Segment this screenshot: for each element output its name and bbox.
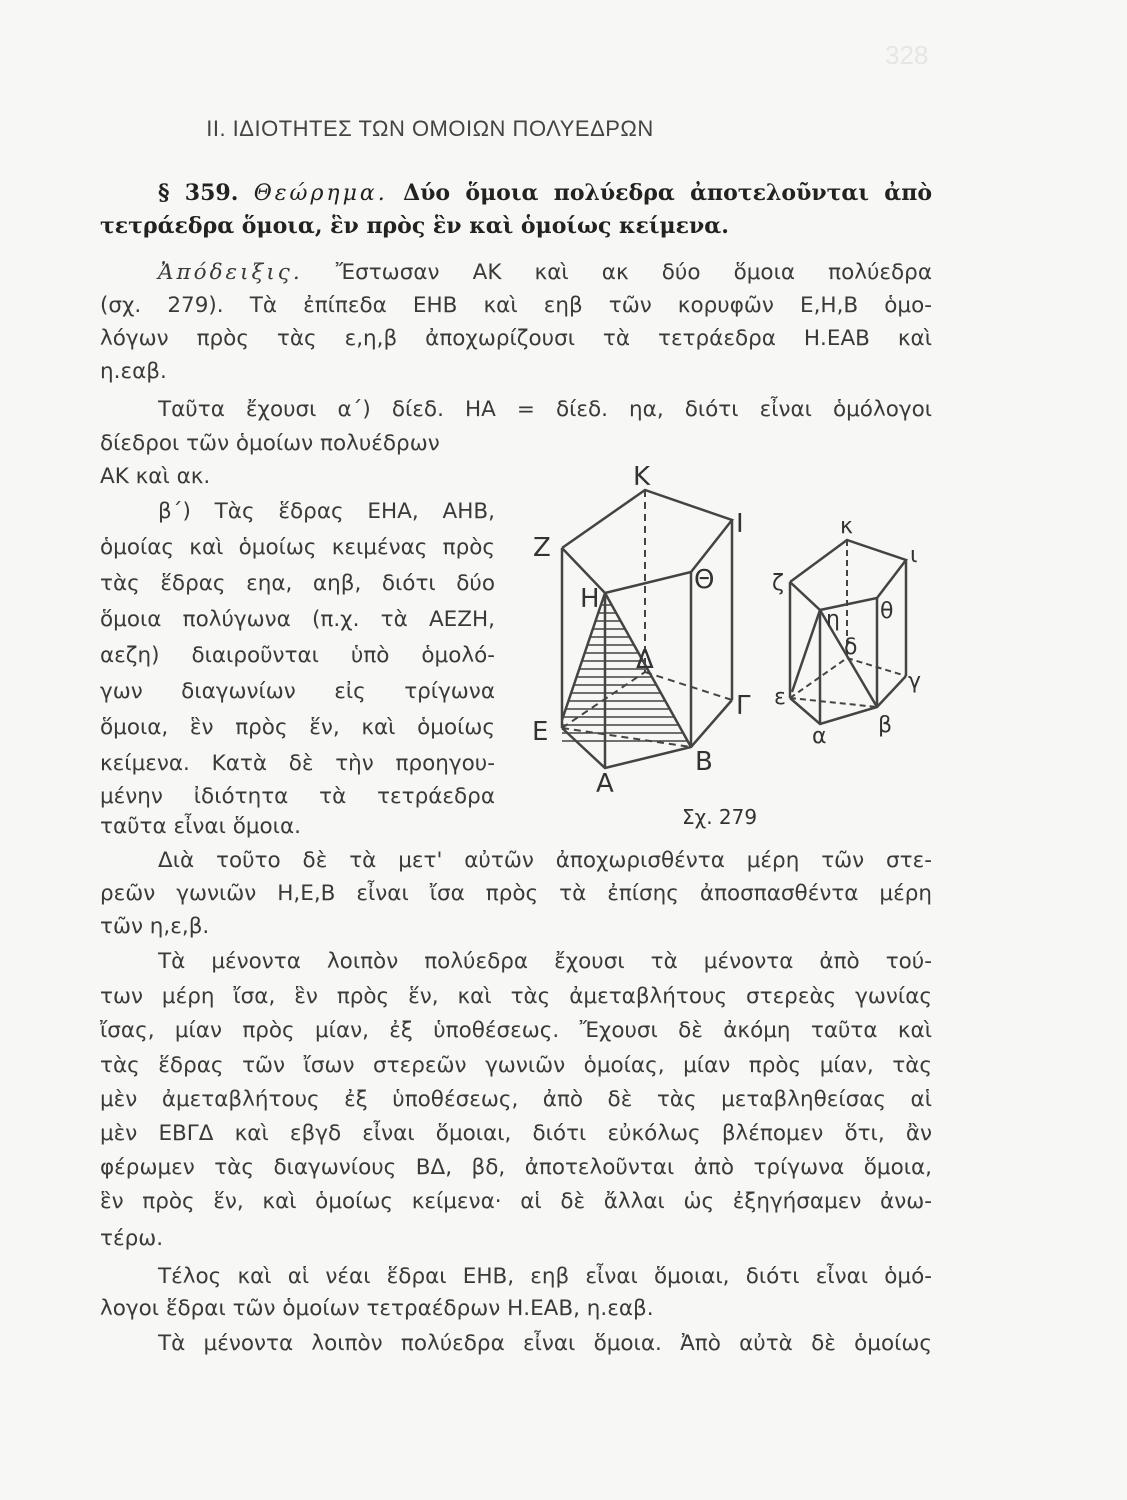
label-epsilon: ε — [774, 685, 786, 710]
text-line: Ταῦτα ἔχουσι α΄) δίεδ. ΗΑ = δίεδ. ηα, διότι εἶναι ὁμόλογοι — [158, 397, 932, 422]
label-Delta: Δ — [636, 645, 654, 675]
text-line: ταῦτα εἶναι ὅμοια. — [100, 814, 301, 839]
text-line: ρεῶν γωνιῶν Η,Ε,Β εἶναι ἴσα πρὸς τὰ ἐπίσης ἀποσπασθέντα μέρη — [100, 881, 932, 906]
proof-line: (σχ. 279). Τὰ ἐπίπεδα ΕΗΒ καὶ εηβ τῶν κορυφῶν Ε,Η,Β ὁμο- — [100, 293, 932, 318]
label-B: Β — [695, 747, 713, 777]
text-line: αεζη) διαιροῦνται ὑπὸ ὁμολό- — [100, 643, 495, 668]
theorem-line: τετράεδρα ὅμοια, ἓν πρὸς ἓν καὶ ὁμοίως κείμενα. — [100, 213, 729, 239]
text-line: τὰς ἕδρας τῶν ἴσων στερεῶν γωνιῶν ὁμοίας, μίαν πρὸς μίαν, τὰς — [100, 1053, 932, 1078]
text-line: των μέρη ἴσα, ἓν πρὸς ἕν, καὶ τὰς ἀμεταβλήτους στερεὰς γωνίας — [100, 984, 932, 1009]
proof-line: η.εαβ. — [100, 359, 167, 384]
text-line: β΄) Τὰς ἕδρας ΕΗΑ, ΑΗΒ, — [158, 499, 495, 524]
label-Gamma: Γ — [736, 691, 751, 721]
label-H: Η — [580, 584, 600, 614]
figure-279 — [510, 460, 950, 840]
figure-caption: Σχ. 279 — [682, 805, 758, 829]
text-line: μένην ἰδιότητα τὰ τετράεδρα — [100, 784, 495, 809]
label-beta: β — [878, 713, 893, 738]
page-number: 328 — [885, 40, 929, 70]
label-K: Κ — [633, 462, 651, 492]
text-line: τέρω. — [100, 1226, 164, 1251]
text-line: Τὰ μένοντα λοιπὸν πολύεδρα ἔχουσι τὰ μένοντα ἀπὸ τού- — [158, 949, 932, 974]
label-Theta: Θ — [694, 565, 715, 595]
proof-line: λόγων πρὸς τὰς ε,η,β ἀποχωρίζουσι τὰ τετράεδρα Η.ΕΑΒ καὶ — [100, 326, 932, 351]
label-Z: Ζ — [533, 533, 551, 563]
text-line: δίεδροι τῶν ὁμοίων πολυέδρων — [100, 431, 440, 456]
label-eta: η — [826, 607, 840, 632]
text-line: κείμενα. Κατὰ δὲ τὴν προηγου- — [100, 751, 495, 776]
theorem-line: § 359. Θεώρημα. Δύο ὅμοια πολύεδρα ἀποτελοῦνται ἀπὸ — [158, 180, 932, 206]
text-line: ὅμοια, ἓν πρὸς ἕν, καὶ ὁμοίως — [100, 715, 495, 740]
text-line: φέρωμεν τὰς διαγωνίους ΒΔ, βδ, ἀποτελοῦνται ἀπὸ τρίγωνα ὅμοια, — [100, 1155, 932, 1180]
label-alpha: α — [812, 724, 827, 749]
label-kappa: κ — [840, 514, 853, 539]
label-delta: δ — [844, 635, 858, 660]
text-line: ὁμοίας καὶ ὁμοίως κειμένας πρὸς — [100, 535, 495, 560]
label-I: Ι — [736, 509, 744, 539]
large-polyhedron — [562, 490, 732, 768]
proof-line: Ἀπόδειξις. Ἔστωσαν ΑΚ καὶ ακ δύο ὅμοια πολύεδρα — [158, 260, 932, 285]
text-line: Διὰ τοῦτο δὲ τὰ μετ' αὐτῶν ἀποχωρισθέντα μέρη τῶν στε- — [158, 848, 932, 873]
label-A: Α — [596, 769, 614, 799]
text-line: μὲν ἀμεταβλήτους ἐξ ὑποθέσεως, ἀπὸ δὲ τὰς μεταβληθείσας αἱ — [100, 1087, 932, 1112]
text-line: τὰς ἕδρας εηα, αηβ, διότι δύο — [100, 571, 495, 596]
text-line: Τὰ μένοντα λοιπὸν πολύεδρα εἶναι ὅμοια. Ἀπὸ αὐτὰ δὲ ὁμοίως — [158, 1331, 932, 1356]
text-line: γων διαγωνίων εἰς τρίγωνα — [100, 679, 495, 704]
text-line: ΑΚ καὶ ακ. — [100, 464, 211, 489]
text-line: μὲν ΕΒΓΔ καὶ εβγδ εἶναι ὅμοιαι, διότι εὐκόλως βλέπομεν ὅτι, ἂν — [100, 1121, 932, 1146]
label-theta: θ — [880, 599, 894, 624]
text-line: ὅμοια πολύγωνα (π.χ. τὰ ΑΕΖΗ, — [100, 607, 495, 632]
label-iota: ι — [910, 543, 918, 568]
text-line: Τέλος καὶ αἱ νέαι ἕδραι ΕΗΒ, εηβ εἶναι ὅμοιαι, διότι εἶναι ὁμό- — [158, 1264, 932, 1289]
label-gamma: γ — [908, 669, 922, 694]
text-line: ἓν πρὸς ἕν, καὶ ὁμοίως κείμενα· αἱ δὲ ἄλλαι ὡς ἐξηγήσαμεν ἀνω- — [100, 1189, 932, 1214]
small-polyhedron — [790, 540, 906, 724]
text-line: τῶν η,ε,β. — [100, 914, 210, 939]
text-line: ἴσας, μίαν πρὸς μίαν, ἐξ ὑποθέσεως. Ἔχουσι δὲ ἀκόμη ταῦτα καὶ — [100, 1018, 932, 1043]
label-zeta: ζ — [772, 571, 784, 596]
section-heading: II. ΙΔΙΟΤΗΤΕΣ ΤΩΝ ΟΜΟΙΩΝ ΠΟΛΥΕΔΡΩΝ — [206, 116, 654, 141]
text-line: λογοι ἕδραι τῶν ὁμοίων τετραέδρων Η.ΕΑΒ, η.εαβ. — [100, 1296, 654, 1321]
label-E: Ε — [532, 717, 549, 747]
